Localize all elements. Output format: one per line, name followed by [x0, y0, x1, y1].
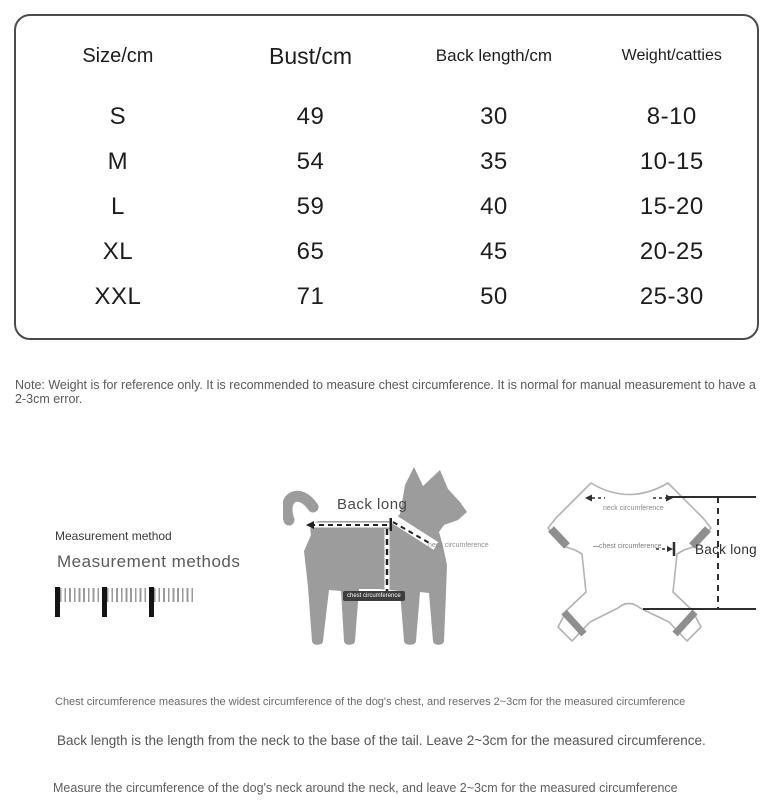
table-cell-size-xl: XL	[102, 237, 134, 265]
table-cell-bust-xl: 65	[296, 237, 325, 265]
table-cell-size-l: L	[110, 192, 125, 220]
ruler-minor-ticks	[55, 588, 195, 602]
garment-back-length-label: Back long	[695, 542, 757, 557]
dog-neck-circumference-label: neck circumference	[428, 542, 489, 549]
ruler-major-tick	[102, 587, 107, 617]
garment-chest-circumference-label: chest circumference	[599, 543, 662, 550]
size-table	[14, 14, 759, 340]
reference-note: Note: Weight is for reference only. It is recommended to measure chest circumference. It is normal for manual measurement to have a 2-3cm error.	[15, 378, 756, 406]
table-cell-weight-m: 10-15	[639, 147, 704, 175]
ruler-icon	[55, 587, 197, 619]
table-cell-bust-l: 59	[296, 192, 325, 220]
table-cell-back-s: 30	[480, 102, 508, 130]
footnote-chest: Chest circumference measures the widest circumference of the dog's chest, and reserves 2~3cm for the measured circumference	[55, 696, 686, 708]
table-cell-bust-m: 54	[296, 147, 325, 175]
footnote-back-length: Back length is the length from the neck to the base of the tail. Leave 2~3cm for the measured circumference.	[57, 733, 706, 748]
footnote-neck: Measure the circumference of the dog's neck around the neck, and leave 2~3cm for the measured circumference	[53, 781, 678, 795]
column-header-bust: Bust/cm	[268, 42, 353, 69]
column-header-back-length: Back length/cm	[435, 46, 553, 65]
column-header-size: Size/cm	[82, 44, 154, 67]
table-cell-weight-xl: 20-25	[639, 237, 704, 265]
table-cell-weight-xxl: 25-30	[639, 282, 704, 310]
table-cell-back-xxl: 50	[480, 282, 508, 310]
table-cell-back-l: 40	[480, 192, 508, 220]
table-cell-weight-l: 15-20	[639, 192, 704, 220]
dog-chest-circumference-badge: chest circumference	[343, 591, 405, 601]
table-cell-bust-s: 49	[296, 102, 325, 130]
measurement-method-label-large: Measurement methods	[57, 552, 241, 571]
column-header-weight: Weight/catties	[621, 47, 722, 64]
measurement-method-label-small: Measurement method	[55, 529, 172, 543]
ruler-major-tick	[149, 587, 154, 617]
dog-back-length-label: Back long	[337, 496, 408, 513]
table-cell-bust-xxl: 71	[296, 282, 325, 310]
table-cell-back-m: 35	[480, 147, 508, 175]
ruler-major-tick	[55, 587, 60, 617]
garment-neck-circumference-label: neck circumference	[603, 505, 664, 512]
table-cell-back-xl: 45	[480, 237, 508, 265]
table-cell-size-m: M	[107, 147, 129, 175]
table-cell-size-xxl: XXL	[94, 282, 142, 310]
table-cell-weight-s: 8-10	[646, 102, 697, 130]
table-cell-size-s: S	[109, 102, 127, 130]
